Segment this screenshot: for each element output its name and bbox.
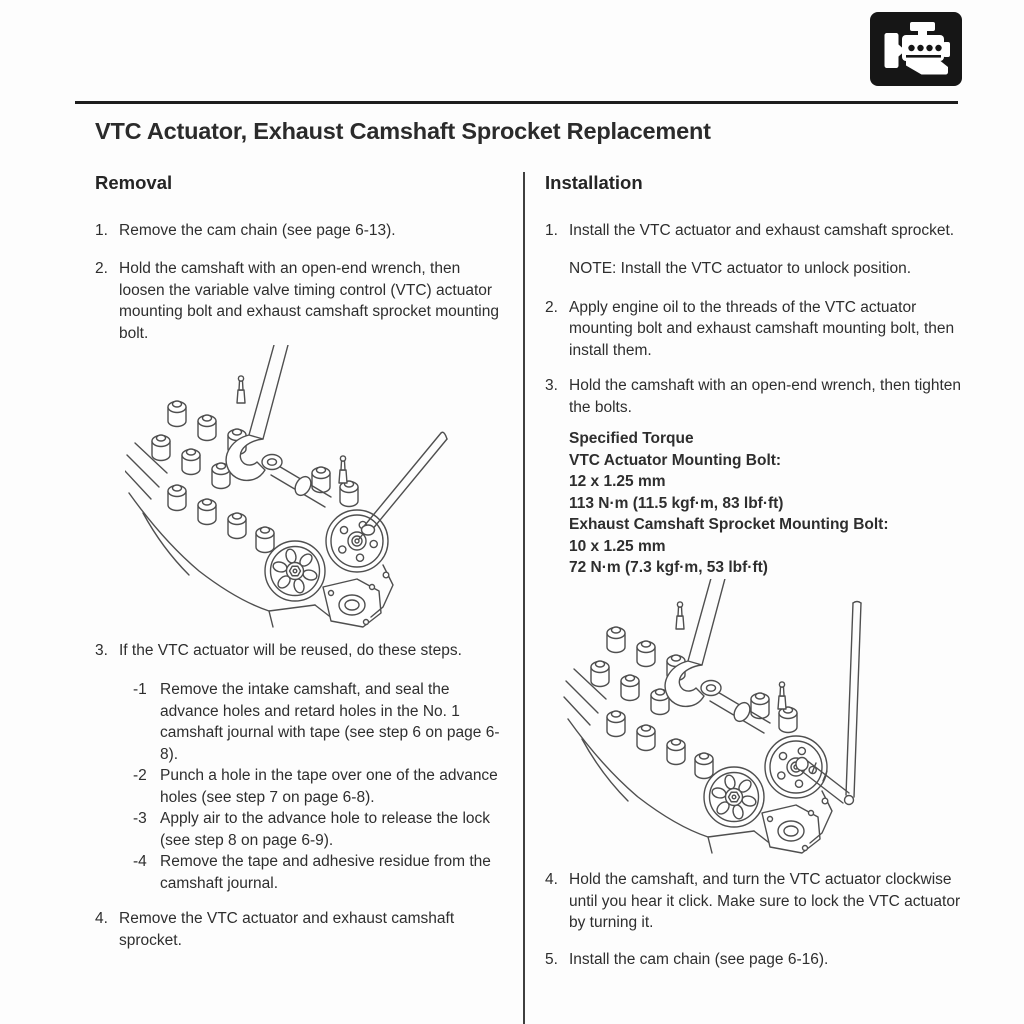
step-text: Apply engine oil to the threads of the VTC actuator mounting bolt and exhaust camshaft mounting bolt, then install them.: [569, 298, 955, 359]
removal-section: [95, 172, 507, 951]
removal-step-3: [95, 640, 507, 662]
torque-line: 12 x 1.25 mm: [569, 473, 666, 490]
header-rule: [75, 101, 958, 104]
removal-step-2: [95, 258, 507, 344]
step-text: Remove the VTC actuator and exhaust camshaft sprocket.: [119, 910, 455, 949]
step-number: 3.: [545, 377, 558, 394]
removal-substep-1: [133, 679, 507, 765]
installation-illustration: [559, 579, 971, 864]
step-number: 4.: [545, 871, 558, 888]
step-number: 1.: [95, 221, 108, 239]
removal-step-1: [95, 220, 507, 242]
installation-heading: Installation: [545, 172, 643, 193]
removal-substeps: [133, 679, 507, 894]
substep-number: -2: [133, 767, 147, 784]
removal-heading: Removal: [95, 172, 173, 193]
substep-number: -3: [133, 810, 147, 827]
torque-line: Exhaust Camshaft Sprocket Mounting Bolt:: [569, 516, 889, 533]
torque-line: 113 N·m (11.5 kgf·m, 83 lbf·ft): [569, 494, 784, 512]
substep-number: -4: [133, 853, 147, 870]
torque-line: 10 x 1.25 mm: [569, 537, 666, 555]
installation-step-4: [545, 869, 971, 934]
torque-line: 72 N·m (7.3 kgf·m, 53 lbf·ft): [569, 559, 768, 576]
installation-section: [545, 172, 971, 970]
removal-illustration: [125, 345, 507, 640]
installation-step-5: [545, 949, 971, 971]
step-text: Install the VTC actuator and exhaust camshaft sprocket.: [569, 221, 955, 239]
engine-icon: [870, 12, 962, 86]
substep-text: Apply air to the advance hole to release the lock (see step 8 on page 6-9).: [160, 810, 491, 849]
step-text: If the VTC actuator will be reused, do these steps.: [119, 641, 462, 659]
step-text: Hold the camshaft with an open-end wrench, then loosen the variable valve timing control (VTC) actuator mounting bolt and exhaust camshaft sprocket mounting bolt.: [119, 260, 499, 342]
installation-step-3: [545, 375, 971, 418]
step-number: 2.: [545, 298, 558, 316]
step-text: Remove the cam chain (see page 6-13).: [119, 221, 396, 239]
torque-line: VTC Actuator Mounting Bolt:: [569, 451, 782, 469]
removal-substep-2: [133, 765, 507, 808]
column-divider: [523, 172, 525, 1024]
installation-step-2: [545, 297, 971, 362]
substep-text: Remove the intake camshaft, and seal the advance holes and retard holes in the No. 1 camshaft journal with tape (see step 6 on page 6-8).: [160, 681, 500, 763]
engine-icon-glyph: [879, 19, 953, 79]
step-number: 3.: [95, 641, 108, 659]
step-text: Install the cam chain (see page 6-16).: [569, 950, 829, 968]
torque-line: Specified Torque: [569, 430, 694, 447]
torque-spec: [569, 428, 971, 579]
removal-substep-4: [133, 851, 507, 894]
removal-step-4: [95, 908, 507, 951]
step-text: Hold the camshaft with an open-end wrench, then tighten the bolts.: [569, 377, 962, 416]
note-text: NOTE: Install the VTC actuator to unlock position.: [569, 260, 912, 277]
step-number: 1.: [545, 221, 558, 239]
step-text: Hold the camshaft, and turn the VTC actuator clockwise until you hear it click. Make sure to lock the VTC actuator by turning it.: [569, 871, 961, 931]
removal-substep-3: [133, 808, 507, 851]
substep-number: -1: [133, 681, 147, 698]
step-number: 2.: [95, 260, 108, 277]
page-title: VTC Actuator, Exhaust Camshaft Sprocket Replacement: [95, 118, 711, 144]
installation-step-1: [545, 220, 971, 242]
substep-text: Punch a hole in the tape over one of the advance holes (see step 7 on page 6-8).: [160, 767, 498, 806]
substep-text: Remove the tape and adhesive residue from the camshaft journal.: [160, 853, 491, 892]
step-number: 5.: [545, 950, 558, 968]
step-number: 4.: [95, 910, 108, 927]
